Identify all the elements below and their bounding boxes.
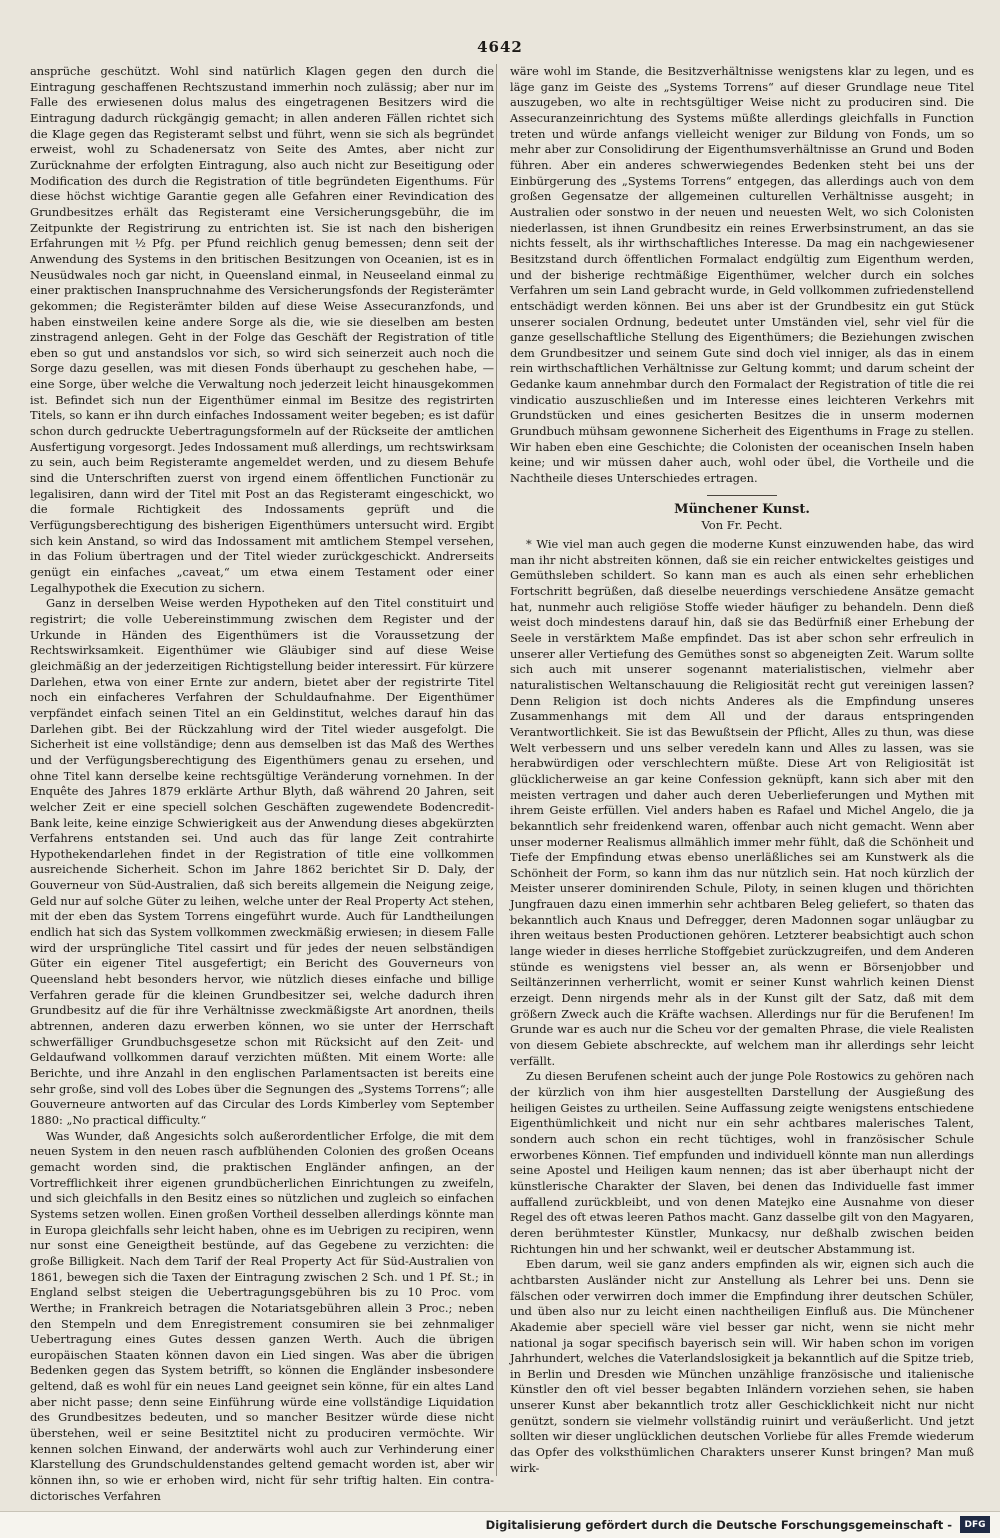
column-divider <box>496 64 497 1476</box>
left-paragraph-3: Was Wunder, daß Angesichts solch außerordentlicher Erfolge, die mit dem neuen System in den neuen rasch aufblühenden Colonien des großen Oceans gemacht worden sind, die praktischen Engländer anfingen, an der Vortrefflichkeit ihrer eigenen grundbücherlichen Einrichtungen zu zweifeln, und sich gleichfalls in den Besitz eines so nützlichen und zugleich so einfachen Systems setzen wollen. Einen großen Vortheil desselben allerdings könnte man in Europa gleichfalls sehr leicht haben, ohne es im Uebrigen zu recipiren, wenn nur sonst eine Geneigtheit bestünde, auf das Gegebene zu verzichten: die große Billigkeit. Nach dem Tarif der Real Property Act für Süd-Australien von 1861, bewegen sich die Taxen der Eintragung zwischen 2 Sch. und 1 Pf. St.; in England selbst steigen die Uebertragungsgebühren bis zu 10 Proc. vom Werthe; in Frankreich betragen die Notariatsgebühren allein 3 Proc.; neben den Stempeln und dem Enregistrement consumiren sie bei zehnmaliger Uebertragung eines Gutes dessen ganzen Werth. Auch die übrigen europäischen Staaten können davon ein Lied singen. Was aber die übrigen Bedenken gegen das System betrifft, so können die Engländer insbesondere geltend, daß es wohl für ein neues Land geeignet sein könne, für ein altes Land aber nicht passe; denn seine Einführung würde eine vollständige Liquidation des Grundbesitzes bedeuten, und so mancher Besitzer würde diese nicht überstehen, weil er seine Besitztitel nicht zu produciren vermöchte. Wir kennen solchen Einwand, der anderwärts wohl auch zur Verhinderung einer Klarstellung des Grundschuldenstandes geltend gemacht worden ist, aber wir können ihn, so wie er erhoben wird, nicht für sehr triftig halten. Ein contra-dictorisches Verfahren <box>30 1128 494 1503</box>
left-paragraph-2: Ganz in derselben Weise werden Hypotheken auf den Titel constituirt und registrirt; die volle Uebereinstimmung zwischen dem Register und der Urkunde in Händen des Eigenthümers ist die Voraussetzung der Rechtswirksamkeit. Eigenthümer wie Gläubiger sind auf diese Weise gleichmäßig an der jederzeitigen Richtigstellung beider interessirt. Für kürzere Darlehen, etwa von einer Ernte zur andern, bietet aber der registrirte Titel noch ein einfacheres Verfahren der Schuldaufnahme. Der Eigenthümer verpfändet einfach seinen Titel an ein Geldinstitut, welches darauf hin das Darlehen gibt. Bei der Rückzahlung wird der Titel wieder ausgefolgt. Die Sicherheit ist eine vollständige; denn aus demselben ist das Maß des Werthes und der Verfügungsberechtigung des Eigenthümers genau zu ersehen, und ohne Titel kann derselbe keine rechtsgültige Veränderung vornehmen. In der Enquête des Jahres 1879 erklärte Arthur Blyth, daß während 20 Jahren, seit welcher Zeit er eine speciell solchen Geschäften zugewendete Bodencredit-Bank leite, keine einzige Schwierigkeit aus der Anwendung dieses abgekürzten Verfahrens entstanden sei. Und auch das für lange Zeit contrahirte Hypothekendarlehen findet in der Registration of title eine vollkommen ausreichende Sicherheit. Schon im Jahre 1862 berichtet Sir D. Daly, der Gouverneur von Süd-Australien, daß sich bereits allgemein die Neigung zeige, Geld nur auf solche Güter zu leihen, welche unter der Real Property Act stehen, mit der eben das System Torrens eingeführt wurde. Auch für Landtheilungen endlich hat sich das System vollkommen zweckmäßig erwiesen; in diesem Falle wird der ursprüngliche Titel cassirt und für jedes der neuen selbständigen Güter ein eigener Titel ausgefertigt; ein Bericht des Gouverneurs von Queensland hebt besonders hervor, wie nützlich dieses einfache und billige Verfahren gerade für die kleinen Grundbesitzer sei, welche dadurch ihren Grundbesitz auf die für ihre Verhältnisse zweckmäßigste Art anordnen, theils abtrennen, anderen dazu erwerben können, wo sie unter der Herrschaft schwerfälliger Grundbuchsgesetze schon mit Rücksicht auf den Zeit- und Geldaufwand vollkommen darauf verzichten müßten. Mit einem Worte: alle Berichte, und ihre Anzahl in den englischen Parlamentsacten ist bereits eine sehr große, sind voll des Lobes über die Segnungen des „Systems Torrens“; alle Gouverneure antworten auf das Circular des Lords Kimberley vom September 1880: „No practical difficulty.“ <box>30 596 494 1127</box>
footer-credit: Digitalisierung gefördert durch die Deutsche Forschungsgemeinschaft - <box>485 1518 952 1532</box>
article-separator <box>707 495 777 496</box>
left-column <box>30 64 494 1504</box>
footer-bar <box>0 1511 1000 1538</box>
article-paragraph-2: Zu diesen Berufenen scheint auch der junge Pole Rostowics zu gehören nach der kürzlich von ihm hier ausgestellten Darstellung der Ausgießung des heiligen Geistes zu urtheilen. Seine Auffassung zeigte wenigstens entschiedene Eigenthümlichkeit und nicht nur ein sehr achtbares malerisches Talent, sondern auch schon ein recht tüchtiges, wohl in französischer Schule erworbenes Können. Tief empfunden und individuell könnte man nun allerdings seine Apostel und Heiligen kaum nennen; das ist aber überhaupt nicht der künstlerische Charakter der Slaven, bei denen das Individuelle fast immer auffallend zurückbleibt, und von denen Matejko eine Ausnahme von dieser Regel des oft etwas leeren Pathos macht. Ganz dasselbe gilt von den Magyaren, deren berühmtester Künstler, Munkacsy, nur deßhalb zwischen beiden Richtungen hin und her schwankt, weil er deutscher Abstammung ist. <box>510 1069 974 1256</box>
right-column <box>510 64 974 1476</box>
article-paragraph-1: * Wie viel man auch gegen die moderne Kunst einzuwenden habe, das wird man ihr nicht abstreiten können, daß sie ein reicher entwickeltes geistiges und Gemüthsleben schildert. So kann man es auch als einen sehr erheblichen Fortschritt begrüßen, daß dieselbe neuerdings verschiedene Ansätze gemacht hat, nunmehr auch religiöse Stoffe wieder häufiger zu behandeln. Denn dieß weist doch mindestens darauf hin, daß sie das Bedürfniß einer Erhebung der Seele in verstärktem Maße empfindet. Das ist aber schon sehr erfreulich in unserer aller Vertiefung des Gemüthes sonst so abgeneigten Zeit. Warum sollte sich auch mit unserer sogenannt materialistischen, vielmehr aber naturalistischen Weltanschauung die Religiosität recht gut vereinigen lassen? Denn Religion ist doch nichts Anderes als die Empfindung unseres Zusammenhangs mit dem All und der daraus entspringenden Verantwortlichkeit. Sie ist das Bewußtsein der Pflicht, Alles zu thun, was diese Welt verbessern und uns selber veredeln kann und Alles zu lassen, was sie herabwürdigen oder verschlechtern müßte. Diese Art von Religiosität ist glücklicherweise an gar keine Confession geknüpft, kann sich aber mit den meisten vertragen und daher auch deren Ueberlieferungen und Mythen mit ihrem Geiste erfüllen. Viel anders haben es Rafael und Michel Angelo, die ja bekanntlich sehr freidenkend waren, offenbar auch nicht gemacht. Wenn aber unser moderner Realismus allmählich immer mehr fühlt, daß die Schönheit und Tiefe der Empfindung etwas ebenso unerläßliches sei am Kunstwerk als die Schönheit der Form, so kann ihm das nur nützlich sein. Hat noch kürzlich der Meister unserer dominirenden Schule, Piloty, in seinen klugen und thörichten Jungfrauen dazu einen immerhin sehr achtbaren Beleg geliefert, so thaten das bekanntlich auch Knaus und Defregger, deren Madonnen sogar unläugbar zu ihren weitaus besten Productionen gehören. Letzterer beabsichtigt auch schon lange wieder in dieses herrliche Stoffgebiet zurückzugreifen, und dem Anderen stünde es wenigstens viel besser an, als wenn er Börsenjobber und Seiltänzerinnen verherrlicht, womit er seiner Kunst wahrlich keinen Dienst erzeigt. Denn nirgends mehr als in der Kunst gilt der Satz, daß mit dem größern Zweck auch die Kräfte wachsen. Allerdings nur für die Berufenen! Im Grunde war es auch nur die Scheu vor der gemalten Phrase, die viele Realisten von diesem Gebiete abschreckte, auf welchem man ihr allerdings sehr leicht verfällt. <box>510 537 974 1068</box>
article-title: Münchener Kunst. <box>674 501 810 517</box>
dfg-logo-icon: DFG <box>960 1516 990 1533</box>
page-number: 4642 <box>477 38 523 56</box>
article-author: Von Fr. Pecht. <box>701 518 783 533</box>
article-paragraph-3: Eben darum, weil sie ganz anders empfinden als wir, eignen sich auch die achtbarsten Ausländer nicht zur Anstellung als Lehrer bei uns. Denn sie fälschen oder verwirren doch immer die Empfindung ihrer deutschen Schüler, und üben also nur zu leicht einen nachtheiligen Einfluß aus. Die Münchener Akademie aber speciell wäre viel besser gar nicht, wenn sie nicht mehr national ja sogar specifisch bayerisch sein will. Wir haben schon im vorigen Jahrhundert, welches die Vaterlandslosigkeit ja bekanntlich auf die Spitze trieb, in Berlin und Dresden wie München unzählige französische und italienische Künstler den oft viel besser begabten Inländern vorziehen sehen, sie haben unserer Kunst aber bekanntlich trotz aller Geschicklichkeit nicht nur nicht genützt, sondern sie vielmehr vollständig ruinirt und veräußerlicht. Und jetzt sollten wir dieser unglücklichen deutschen Vorliebe für alles Fremde wiederum das Opfer des volksthümlichen Charakters unserer Kunst bringen? Man muß wirk- <box>510 1257 974 1475</box>
left-paragraph-1: ansprüche geschützt. Wohl sind natürlich Klagen gegen den durch die Eintragung geschaffenen Rechtszustand immerhin noch zulässig; aber nur im Falle des erwiesenen dolus malus des eingetragenen Besitzers wird die Eintragung dadurch rückgängig gemacht; in allen anderen Fällen richtet sich die Klage gegen das Registeramt selbst und führt, wenn sie sich als begründet erweist, wohl zu Schadenersatz von Seite des Amtes, aber nicht zur Zurücknahme der erfolgten Eintragung, also auch nicht zur Beseitigung oder Modification des durch die Registration of title begründeten Eigenthums. Für diese höchst wichtige Garantie gegen alle Gefahren einer Revindication des Grundbesitzes erhält das Registeramt eine Versicherungsgebühr, die im Zeitpunkte der Registrirung zu entrichten ist. Sie ist nach den bisherigen Erfahrungen mit ½ Pfg. per Pfund reichlich genug bemessen; denn seit der Anwendung des Systems in den britischen Besitzungen von Oceanien, ist es in Neusüdwales noch gar nicht, in Queensland einmal, in Neuseeland einmal zu einer praktischen Inanspruchnahme des Versicherungsfonds der Registerämter gekommen; die Registerämter bilden auf diese Weise Assecuranzfonds, und haben einstweilen keine andere Sorge als die, wie sie dieselben am besten zinstragend anlegen. Geht in der Folge das Geschäft der Registration of title eben so gut und anstandslos vor sich, so wird sich seinerzeit auch noch die Sorge dazu gesellen, was mit diesen Fonds überhaupt zu geschehen habe, — eine Sorge, über welche die Verwaltung noch jederzeit leicht hinausgekommen ist. Befindet sich nun der Eigenthümer einmal im Besitze des registrirten Titels, so kann er ihn durch einfaches Indossament weiter begeben; es ist dafür schon durch gedruckte Uebertragungsformeln auf der Rückseite der amtlichen Ausfertigung vorgesorgt. Jedes Indossament muß allerdings, um rechtswirksam zu sein, auch beim Registeramte angemeldet werden, und zu diesem Behufe sind die Unterschriften zuerst von irgend einem öffentlichen Functionär zu legalisiren, dann wird der Titel mit Post an das Registeramt eingeschickt, wo die formale Richtigkeit des Indossaments geprüft und die Verfügungsberechtigung des bisherigen Eigenthümers untersucht wird. Ergibt sich kein Anstand, so wird das Indossament mit amtlichem Stempel versehen, in das Folium übertragen und der Titel wieder zurückgeschickt. Andrerseits genügt ein einfaches „caveat,“ um etwa einem Testament oder einer Legalhypothek die Execution zu sichern. <box>30 64 494 595</box>
right-continuation-paragraph: wäre wohl im Stande, die Besitzverhältnisse wenigstens klar zu legen, und es läge ganz im Geiste des „Systems Torrens“ auf dieser Grundlage neue Titel auszugeben, wo alte in rechtsgültiger Weise nicht zu produciren sind. Die Assecuranzeinrichtung des Systems müßte allerdings gleichfalls in Function treten und würde anfangs vielleicht weniger zur Bildung von Fonds, um so mehr aber zur Consolidirung der Eigenthumsverhältnisse an Grund und Boden führen. Aber ein anderes schwerwiegendes Bedenken steht bei uns der Einbürgerung des „Systems Torrens“ entgegen, das allerdings auch von dem großen Gegensatze der allgemeinen culturellen Verhältnisse ausgeht; in Australien oder sonstwo in der neuen und neuesten Welt, wo sich Colonisten niederlassen, ist ihnen Grundbesitz ein reines Erwerbsinstrument, an das sie nichts fesselt, als ihr wirthschaftliches Interesse. Da mag ein nachgewiesener Besitzstand durch öffentlichen Formalact endgültig zum Eigenthum werden, und der bisherige rechtmäßige Eigenthümer, welcher durch ein solches Verfahren um sein Land gebracht wurde, in Geld vollkommen zufriedenstellend entschädigt werden können. Bei uns aber ist der Grundbesitz ein gut Stück unserer socialen Ordnung, bedeutet unter Umständen viel, sehr viel für die ganze gesellschaftliche Stellung des Eigenthümers; die Beziehungen zwischen dem Grundbesitzer und seinem Gute sind doch viel inniger, als das in einem rein wirthschaftlichen Verhältnisse zur Geltung kommt; und darum scheint der Gedanke kaum annehmbar durch den Formalact der Registration of title die rei vindicatio auszuschließen und im Interesse eines leichteren Verkehrs mit Grundstücken und eines gesicherten Besitzes die in unserm modernen Grundbuch mühsam gewonnene Sicherheit des Eigenthums in Frage zu stellen. Wir haben eben eine Geschichte; die Colonisten der oceanischen Inseln haben keine; und wir müssen daher auch, wohl oder übel, die Vortheile und die Nachtheile dieses Unterschiedes ertragen. <box>510 64 974 486</box>
